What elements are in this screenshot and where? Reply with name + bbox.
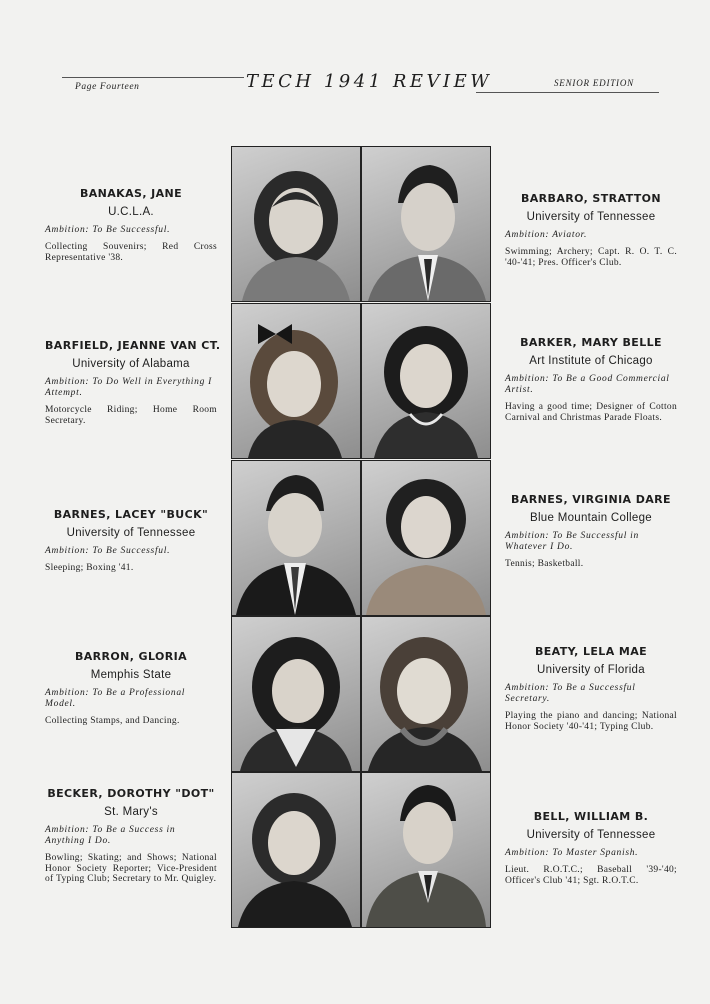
photo-bell bbox=[361, 772, 491, 928]
student-activities: Motorcycle Riding; Home Room Secretary. bbox=[45, 405, 217, 426]
student-activities: Having a good time; Designer of Cotton Carnival and Christmas Parade Floats. bbox=[505, 402, 677, 423]
student-school: University of Tennessee bbox=[526, 829, 656, 841]
student-entry bbox=[45, 787, 217, 885]
girl-portrait-icon bbox=[362, 304, 490, 458]
student-activities: Collecting Souvenirs; Red Cross Representative '38. bbox=[45, 242, 217, 263]
photo-banakas bbox=[231, 146, 361, 302]
photo-barfield bbox=[231, 303, 361, 459]
student-entry bbox=[505, 810, 677, 886]
student-ambition: Ambition: To Be a Success in Anything I Do. bbox=[45, 825, 176, 846]
student-school: University of Tennessee bbox=[526, 211, 656, 223]
header-rule-left bbox=[62, 77, 244, 78]
photo-barbaro bbox=[361, 146, 491, 302]
student-school: University of Tennessee bbox=[66, 527, 196, 539]
photo-beaty bbox=[361, 616, 491, 772]
student-activities: Playing the piano and dancing; National Honor Society '40-'41; Typing Club. bbox=[505, 711, 677, 732]
student-school: Blue Mountain College bbox=[529, 512, 652, 524]
student-activities: Lieut. R.O.T.C.; Baseball '39-'40; Officer's Club '41; Sgt. R.O.T.C. bbox=[505, 865, 677, 886]
photo-barron bbox=[231, 616, 361, 772]
student-name: BARFIELD, JEANNE VAN CT. bbox=[45, 339, 221, 352]
student-school: Art Institute of Chicago bbox=[529, 355, 653, 367]
student-name: BARNES, LACEY "BUCK" bbox=[53, 508, 209, 521]
girl-portrait-icon bbox=[232, 773, 360, 927]
photo-becker bbox=[231, 772, 361, 928]
page-number-label: Page Fourteen bbox=[75, 82, 140, 92]
boy-portrait-icon bbox=[362, 147, 490, 301]
student-ambition: Ambition: To Be Successful. bbox=[45, 546, 171, 556]
student-ambition: Ambition: To Be Successful in Whatever I Do. bbox=[505, 531, 639, 552]
student-name: BELL, WILLIAM B. bbox=[533, 810, 649, 823]
girl-portrait-icon bbox=[232, 304, 360, 458]
student-entry bbox=[505, 192, 677, 268]
student-entry bbox=[505, 493, 677, 570]
student-name: BARNES, VIRGINIA DARE bbox=[511, 493, 671, 506]
student-name: BARBARO, STRATTON bbox=[520, 192, 662, 205]
student-entry bbox=[505, 645, 677, 732]
girl-portrait-icon bbox=[232, 617, 360, 771]
student-activities: Sleeping; Boxing '41. bbox=[45, 563, 134, 573]
student-ambition: Ambition: To Be Successful. bbox=[45, 225, 171, 235]
student-name: BARRON, GLORIA bbox=[74, 650, 188, 663]
student-school: St. Mary's bbox=[104, 806, 158, 818]
student-activities: Tennis; Basketball. bbox=[505, 559, 584, 569]
student-activities: Swimming; Archery; Capt. R. O. T. C. '40-'41; Pres. Officer's Club. bbox=[505, 247, 677, 268]
page-title: TECH 1941 REVIEW bbox=[246, 71, 493, 92]
student-ambition: Ambition: To Be a Good Commercial Artist. bbox=[505, 374, 670, 395]
photo-barnes-virginia bbox=[361, 460, 491, 616]
girl-portrait-icon bbox=[362, 461, 490, 615]
boy-portrait-icon bbox=[232, 461, 360, 615]
student-entry bbox=[45, 508, 217, 574]
student-school: University of Florida bbox=[537, 664, 645, 676]
photo-barker bbox=[361, 303, 491, 459]
student-ambition: Ambition: To Do Well in Everything I Attempt. bbox=[45, 377, 212, 398]
student-school: University of Alabama bbox=[72, 358, 190, 370]
student-ambition: Ambition: To Be a Successful Secretary. bbox=[505, 683, 636, 704]
student-ambition: Ambition: To Master Spanish. bbox=[505, 848, 639, 858]
student-entry bbox=[45, 187, 217, 263]
student-activities: Collecting Stamps, and Dancing. bbox=[45, 716, 180, 726]
student-school: U.C.L.A. bbox=[108, 206, 154, 218]
student-school: Memphis State bbox=[90, 669, 172, 681]
student-name: BARKER, MARY BELLE bbox=[520, 336, 662, 349]
photo-barnes-lacey bbox=[231, 460, 361, 616]
header-rule-right bbox=[476, 92, 659, 93]
student-activities: Bowling; Skating; and Shows; National Honor Society Reporter; Vice-President of Typing Club; Secretary to Mr. Quigley. bbox=[45, 853, 217, 884]
boy-portrait-icon bbox=[362, 773, 490, 927]
student-name: BECKER, DOROTHY "DOT" bbox=[47, 787, 215, 800]
student-name: BEATY, LELA MAE bbox=[534, 645, 648, 658]
edition-label: SENIOR EDITION bbox=[554, 78, 634, 88]
student-entry bbox=[45, 339, 221, 426]
student-entry bbox=[505, 336, 677, 423]
girl-portrait-icon bbox=[232, 147, 360, 301]
student-ambition: Ambition: To Be a Professional Model. bbox=[45, 688, 186, 709]
student-name: BANAKAS, JANE bbox=[79, 187, 183, 200]
student-entry bbox=[45, 650, 217, 727]
student-ambition: Ambition: Aviator. bbox=[505, 230, 588, 240]
girl-portrait-icon bbox=[362, 617, 490, 771]
